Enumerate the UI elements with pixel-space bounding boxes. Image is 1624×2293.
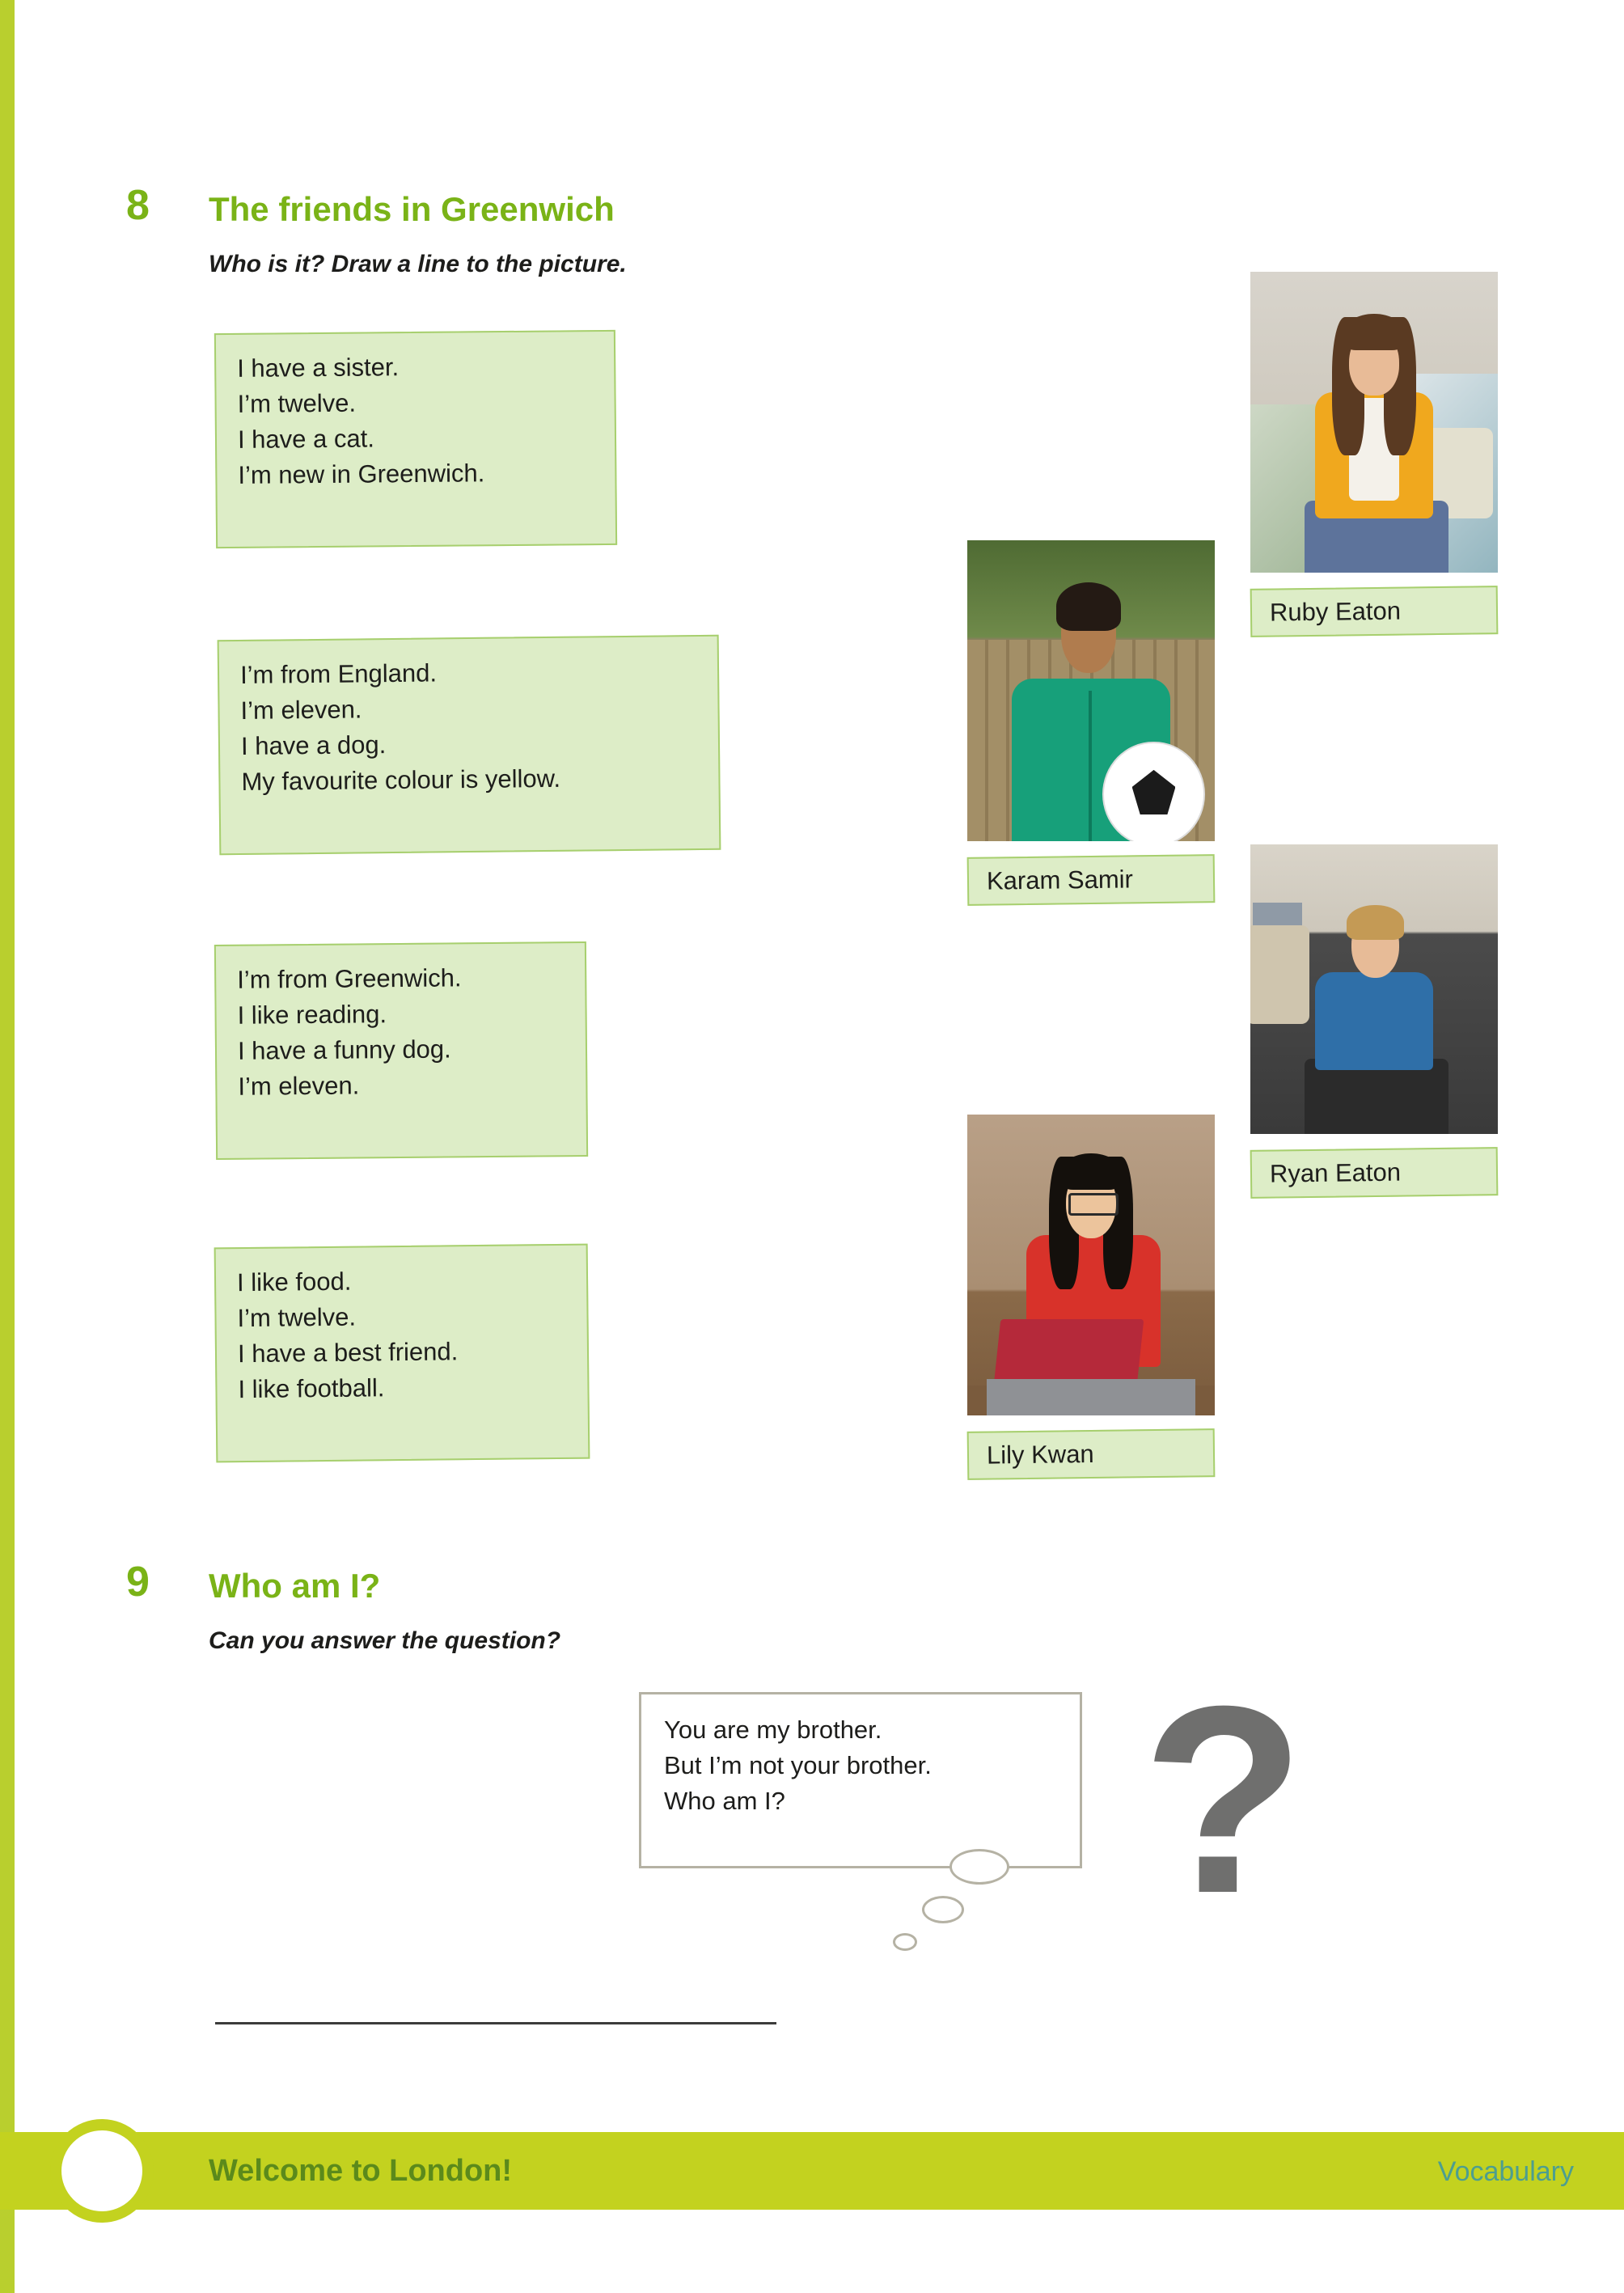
name-tag-ruby-eaton[interactable]: Ruby Eaton [1250, 586, 1499, 637]
bubble-tail-dot-medium [922, 1896, 964, 1923]
bubble-line: But I’m not your brother. [664, 1751, 932, 1780]
card-line: I’m eleven. [240, 695, 362, 725]
exercise-9-instruction: Can you answer the question? [209, 1627, 561, 1654]
card-line: I have a dog. [240, 730, 387, 760]
card-line: I have a best friend. [237, 1337, 459, 1369]
exercise-8-instruction: Who is it? Draw a line to the picture. [209, 251, 627, 277]
card-line: I’m twelve. [237, 1302, 357, 1333]
question-mark-graphic: ? [1142, 1650, 1305, 1948]
card-line: I’m new in Greenwich. [238, 459, 485, 489]
photo-lily-kwan [967, 1115, 1215, 1415]
statement-card-4[interactable] [214, 1244, 590, 1463]
statement-card-1[interactable] [214, 330, 617, 548]
card-line: I like football. [238, 1373, 385, 1404]
statement-card-2[interactable] [218, 635, 721, 855]
card-line: I have a sister. [237, 353, 400, 383]
bubble-line: You are my brother. [664, 1716, 882, 1744]
statement-card-3[interactable] [214, 941, 588, 1160]
photo-ruby-eaton [1250, 272, 1498, 573]
exercise-9-title: Who am I? [209, 1567, 381, 1605]
card-line: I’m eleven. [238, 1071, 360, 1101]
card-line: I’m from Greenwich. [237, 963, 462, 994]
card-line: I’m twelve. [237, 388, 357, 418]
card-line: I like reading. [237, 1000, 387, 1030]
card-line: I have a cat. [237, 424, 375, 454]
card-line: I like food. [236, 1267, 352, 1297]
page-edge-stripe [0, 0, 15, 2293]
answer-write-line[interactable] [215, 2022, 776, 2024]
riddle-speech-bubble [639, 1692, 1082, 1868]
photo-karam-samir [967, 540, 1215, 841]
photo-ryan-eaton [1250, 844, 1498, 1134]
bubble-tail-dot-large [949, 1849, 1009, 1885]
bubble-line: Who am I? [664, 1787, 785, 1816]
footer-section-label: Vocabulary [1437, 2156, 1574, 2187]
footer-circle-decoration [50, 2119, 154, 2223]
exercise-8-title: The friends in Greenwich [209, 190, 615, 228]
name-tag-ryan-eaton[interactable]: Ryan Eaton [1250, 1147, 1499, 1199]
card-line: I have a funny dog. [237, 1034, 451, 1065]
card-line: I’m from England. [239, 658, 438, 689]
bubble-tail-dot-small [893, 1933, 917, 1951]
exercise-8-number: 8 [126, 182, 150, 229]
footer-unit-title: Welcome to London! [209, 2154, 513, 2188]
exercise-9-number: 9 [126, 1559, 150, 1606]
card-line: My favourite colour is yellow. [241, 764, 561, 796]
name-tag-lily-kwan[interactable]: Lily Kwan [967, 1428, 1216, 1480]
name-tag-karam-samir[interactable]: Karam Samir [967, 854, 1216, 906]
